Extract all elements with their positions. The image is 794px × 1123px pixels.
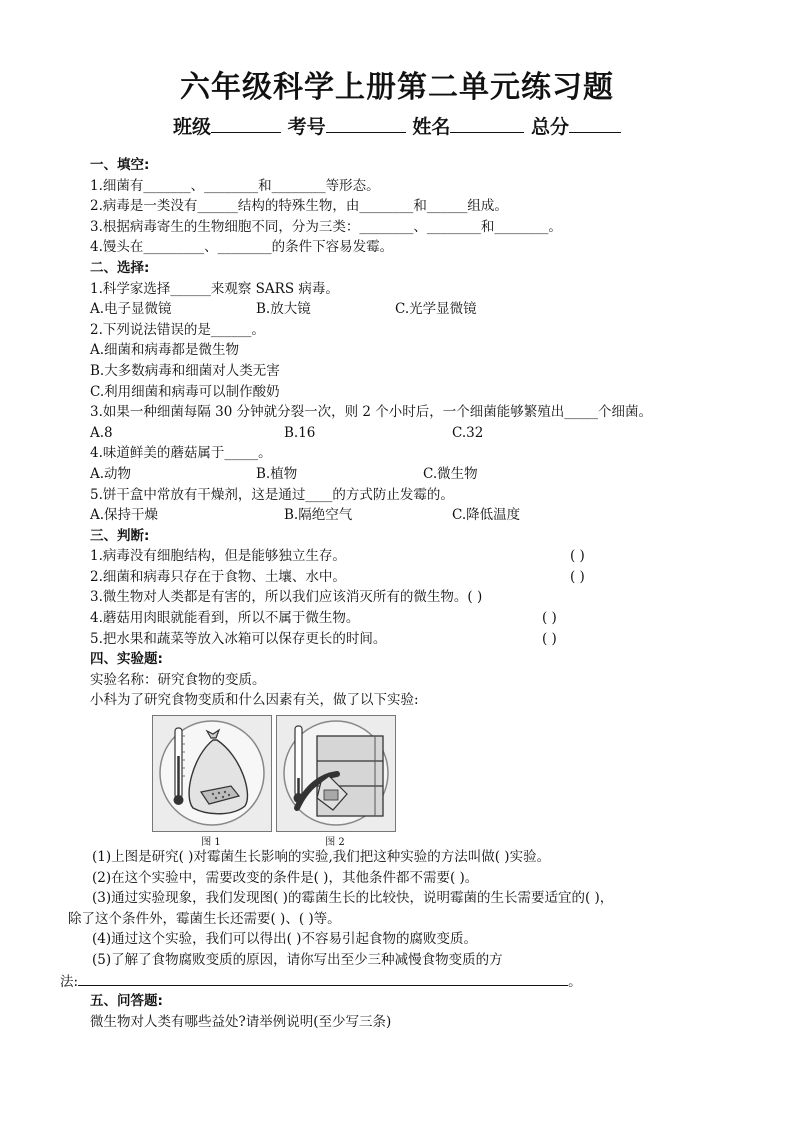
judge-q1-text: 1.病毒没有细胞结构，但是能够独立生存。 [90,548,346,565]
name-blank[interactable] [450,114,524,133]
exam-no-blank[interactable] [326,114,406,133]
experiment-q2: (2)在这个实验中，需要改变的条件是( )，其他条件都不需要( )。 [92,869,479,886]
judge-q4-text: 4.蘑菇用肉眼就能看到，所以不属于微生物。 [90,610,360,627]
answer-line[interactable] [78,971,568,986]
option-c: C.微生物 [423,465,478,482]
section-fill-heading: 一、填空: [90,157,150,173]
choice-q5: 5.饼干盒中常放有干燥剂，这是通过____的方式防止发霉的。 [90,486,454,503]
answer-paren[interactable]: ( ) [542,630,557,647]
figure-2-caption: 图 2 [325,837,345,849]
choice-q4-options [90,464,770,485]
period: 。 [568,973,582,990]
exam-no-label: 考号 [287,116,326,138]
experiment-q4: (4)通过这个实验，我们可以得出( )不容易引起食物的腐败变质。 [92,931,477,948]
judge-q2-text: 2.细菌和病毒只存在于食物、土壤、水中。 [90,568,346,585]
option-c: C.利用细菌和病毒可以制作酸奶 [90,383,280,400]
judge-q3 [90,587,770,608]
experiment-q3a: (3)通过实验现象，我们发现图( )的霉菌生长的比较快，说明霉菌的生长需要适宜的( )， [92,890,614,907]
class-label: 班级 [173,116,212,138]
fill-q3: 3.根据病毒寄生的生物细胞不同，分为三类：________、________和________。 [90,218,562,235]
judge-q5-text: 5.把水果和蔬菜等放入冰箱可以保存更长的时间。 [90,630,387,647]
judge-q3-text: 3.微生物对人类都是有害的，所以我们应该消灭所有的微生物。 [90,589,468,606]
option-c: C.32 [452,424,484,441]
section-qa-heading: 五、问答题: [90,993,163,1010]
figure-1 [152,715,272,832]
score-label: 总分 [530,116,569,138]
option-c: C.光学显微镜 [395,301,477,318]
choice-q5-options [90,505,770,526]
option-b: B.放大镜 [256,301,311,318]
fill-q4: 4.馒头在_________、________的条件下容易发霉。 [90,239,394,256]
choice-q1-options [90,299,770,320]
option-c: C.降低温度 [452,507,521,524]
section-choice-heading: 二、选择: [90,259,150,276]
option-a: A.电子显微镜 [90,301,172,318]
choice-q1: 1.科学家选择______来观察 SARS 病毒。 [90,280,339,297]
option-b: B.16 [284,424,316,441]
student-info-row [0,112,794,139]
experiment-q1: (1)上图是研究( )对霉菌生长影响的实验,我们把这种实验的方法叫做( )实验。 [92,849,551,866]
section-judge-heading: 三、判断: [90,527,150,544]
figure-2 [276,715,396,832]
fridge-thermometer-icon [277,716,395,831]
section-experiment-heading: 四、实验题: [90,651,163,668]
option-b: B.隔绝空气 [284,507,353,524]
option-a: A.8 [90,424,113,441]
worksheet-content [60,155,770,1032]
bag-thermometer-icon [153,716,271,831]
fill-q1: 1.细菌有_______、________和________等形态。 [90,177,380,194]
class-blank[interactable] [211,114,281,133]
method-label: 法: [60,973,79,990]
experiment-q5b [60,971,770,992]
judge-q5 [90,629,770,650]
answer-paren[interactable]: ( ) [570,568,585,585]
figure-1-caption: 图 1 [201,837,221,849]
answer-paren[interactable]: ( ) [570,548,585,565]
choice-q2: 2.下列说法错误的是______。 [90,321,265,338]
qa-q1: 微生物对人类有哪些益处?请举例说明(至少写三条) [90,1013,392,1030]
experiment-intro: 小科为了研究食物变质和什么因素有关，做了以下实验: [90,692,419,709]
judge-q4 [90,608,770,629]
experiment-q5a: (5)了解了食物腐败变质的原因，请你写出至少三种减慢食物变质的方 [92,952,503,968]
experiment-q3b: 除了这个条件外，霉菌生长还需要( )、( )等。 [68,910,341,927]
option-b: B.大多数病毒和细菌对人类无害 [90,362,280,379]
choice-q3: 3.如果一种细菌每隔 30 分钟就分裂一次，则 2 个小时后，一个细菌能够繁殖出_____个细菌。 [90,404,653,421]
option-a: A.细菌和病毒都是微生物 [90,342,240,359]
fill-q2: 2.病毒是一类没有______结构的特殊生物，由________和______组成。 [90,198,508,215]
choice-q3-options [90,423,770,444]
experiment-figures [152,715,770,847]
option-a: A.保持干燥 [90,507,159,524]
page-title: 六年级科学上册第二单元练习题 [180,70,614,105]
option-b: B.植物 [256,465,298,482]
score-blank[interactable] [569,114,621,133]
judge-q1 [90,546,770,567]
choice-q4: 4.味道鲜美的蘑菇属于_____。 [90,445,272,462]
answer-paren[interactable]: ( ) [467,589,483,606]
name-label: 姓名 [412,116,451,138]
judge-q2 [90,567,770,588]
option-a: A.动物 [90,465,132,482]
answer-paren[interactable]: ( ) [542,610,557,627]
experiment-name: 实验名称：研究食物的变质。 [90,671,266,688]
